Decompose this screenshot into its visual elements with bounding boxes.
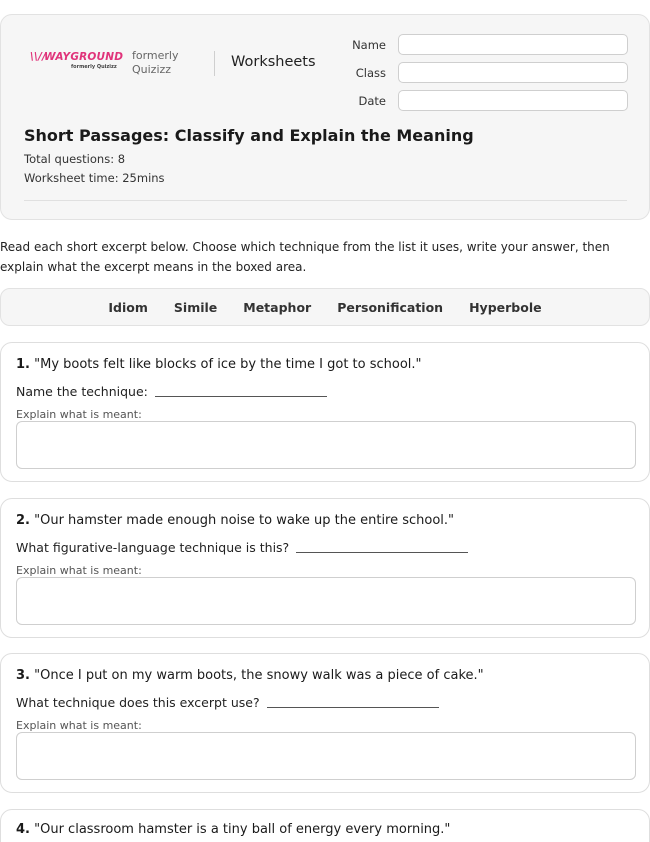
question-excerpt: [16, 668, 484, 683]
question-prompt: [16, 695, 439, 710]
prompt-text: What figurative-language technique is this?: [16, 540, 290, 555]
date-field[interactable]: [398, 90, 628, 111]
excerpt-text: "Our classroom hamster is a tiny ball of energy every morning.": [34, 822, 451, 837]
worksheet-time: Worksheet time: 25mins: [24, 171, 165, 185]
question-excerpt: [16, 513, 454, 528]
worksheet-header: [0, 14, 650, 220]
explain-label: Explain what is meant:: [16, 408, 142, 421]
excerpt-text: "Once I put on my warm boots, the snowy walk was a piece of cake.": [34, 668, 484, 683]
word-bank-item: Hyperbole: [469, 299, 542, 315]
header-rule: [24, 200, 627, 201]
date-label: Date: [358, 94, 386, 108]
word-bank-item: Metaphor: [243, 299, 312, 315]
question-excerpt: [16, 357, 422, 372]
prompt-text: What technique does this excerpt use?: [16, 695, 260, 710]
question-number: 4.: [16, 822, 30, 837]
explanation-box[interactable]: [16, 732, 636, 780]
explain-label: Explain what is meant:: [16, 719, 142, 732]
header-divider: [214, 51, 215, 76]
word-bank-item: Personification: [337, 299, 444, 315]
worksheet-title: Short Passages: Classify and Explain the Meaning: [24, 126, 474, 145]
logo-text: WAYGROUND: [44, 51, 124, 63]
word-bank-item: Simile: [173, 299, 218, 315]
question-card-4: [0, 809, 650, 842]
instructions: Read each short excerpt below. Choose which technique from the list it uses, write your answer, then explain what the excerpt means in the boxed area.: [0, 240, 610, 274]
wayground-logo: [30, 51, 124, 70]
question-excerpt: [16, 822, 450, 837]
logo-subtext: formerly Quizizz: [71, 64, 117, 70]
question-number: 2.: [16, 513, 30, 528]
explanation-box[interactable]: [16, 421, 636, 469]
question-card-1: [0, 342, 650, 482]
class-label: Class: [355, 66, 386, 80]
word-bank-item: Idiom: [108, 299, 148, 315]
question-card-3: [0, 653, 650, 793]
total-questions: Total questions: 8: [24, 152, 126, 166]
question-card-2: [0, 498, 650, 638]
explain-label: Explain what is meant:: [16, 564, 142, 577]
class-field[interactable]: [398, 62, 628, 83]
prompt-text: Name the technique:: [16, 384, 148, 399]
name-field[interactable]: [398, 34, 628, 55]
name-label: Name: [352, 38, 386, 52]
formerly-label: formerly Quizizz: [132, 49, 179, 76]
answer-line[interactable]: [155, 396, 327, 397]
word-bank: [0, 288, 650, 326]
wayground-mark-icon: \\//: [30, 51, 47, 63]
answer-line[interactable]: [267, 707, 439, 708]
question-number: 3.: [16, 668, 30, 683]
explanation-box[interactable]: [16, 577, 636, 625]
section-title: Worksheets: [231, 54, 316, 70]
question-prompt: [16, 540, 468, 555]
excerpt-text: "My boots felt like blocks of ice by the time I got to school.": [34, 357, 422, 372]
question-number: 1.: [16, 357, 30, 372]
excerpt-text: "Our hamster made enough noise to wake up the entire school.": [34, 513, 455, 528]
question-prompt: [16, 384, 327, 399]
answer-line[interactable]: [296, 552, 468, 553]
